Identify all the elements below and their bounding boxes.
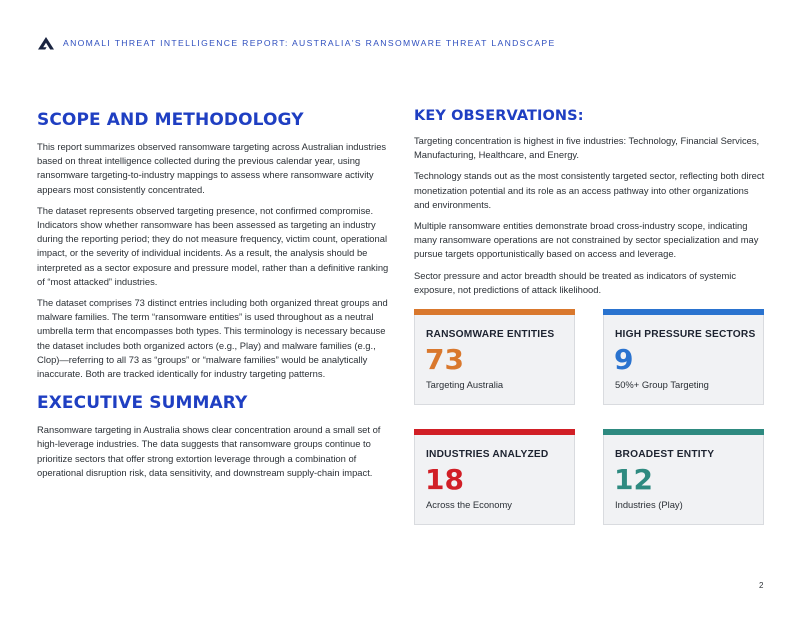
scope-paragraph-3: The dataset comprises 73 distinct entries including both organized threat groups and malware families. The term “ransomware entities” is used throughout as a neutral umbrella term that encompasses both types. This terminology is necessary because the dataset includes both organized actors (e.g., Play) and malware families (e.g., Clop)—referring to all 73 as “groups” or “malware families” would be analytically inaccurate. Both are tracked identically for industry targeting patterns. bbox=[37, 297, 388, 380]
card-accent-bar bbox=[414, 309, 575, 315]
card-subtitle: 50%+ Group Targeting bbox=[615, 379, 709, 390]
executive-summary-heading: EXECUTIVE SUMMARY bbox=[37, 393, 248, 414]
observation-paragraph-2: Technology stands out as the most consistently targeted sector, reflecting both direct monetization potential and its role as an access pathway into other organizations and environments. bbox=[414, 170, 765, 210]
report-header bbox=[37, 36, 556, 50]
card-title: BROADEST ENTITY bbox=[615, 449, 715, 460]
stat-card-industries-analyzed bbox=[414, 429, 575, 525]
card-title: INDUSTRIES ANALYZED bbox=[426, 449, 549, 460]
observation-paragraph-4: Sector pressure and actor breadth should be treated as indicators of systemic exposure, not predictions of attack likelihood. bbox=[414, 269, 737, 295]
card-value: 73 bbox=[425, 343, 464, 376]
key-observations-heading: KEY OBSERVATIONS: bbox=[414, 108, 584, 124]
card-subtitle: Across the Economy bbox=[426, 499, 512, 510]
card-accent-bar bbox=[603, 309, 764, 315]
card-subtitle: Industries (Play) bbox=[615, 499, 683, 510]
stat-card-high-pressure-sectors bbox=[603, 309, 764, 405]
card-value: 9 bbox=[614, 343, 634, 376]
stat-cards bbox=[414, 309, 764, 554]
stat-card-ransomware-entities bbox=[414, 309, 575, 405]
report-title: ANOMALI THREAT INTELLIGENCE REPORT: AUSTRALIA'S RANSOMWARE THREAT LANDSCAPE bbox=[63, 38, 556, 48]
card-title: RANSOMWARE ENTITIES bbox=[426, 329, 555, 340]
right-column bbox=[414, 108, 766, 297]
observation-paragraph-3: Multiple ransomware entities demonstrate broad cross-industry scope, indicating many ransomware operations are not constrained by sector specialization and may pursue targets opportunistically based on access and leverage. bbox=[414, 220, 759, 260]
card-value: 18 bbox=[425, 463, 464, 496]
card-subtitle: Targeting Australia bbox=[426, 379, 504, 390]
left-column bbox=[37, 110, 389, 480]
scope-heading: SCOPE AND METHODOLOGY bbox=[37, 110, 304, 130]
scope-paragraph-1: This report summarizes observed ransomware targeting across Australian industries based on threat intelligence collected during the previous calendar year, using ransomware targeting-to-industry mappings to assess where ransomware activity appears most consistently concentrated. bbox=[37, 141, 387, 195]
executive-summary-paragraph: Ransomware targeting in Australia shows clear concentration around a small set of high-leverage industries. The data suggests that ransomware groups continue to prioritize sectors that offer strong extortion leverage through a combination of operational disruption risk, data sensitivity, and downstream supply-chain impact. bbox=[37, 424, 381, 478]
card-value: 12 bbox=[614, 463, 653, 496]
card-accent-bar bbox=[414, 429, 575, 435]
anomali-logo-icon bbox=[37, 36, 55, 50]
page-number: 2 bbox=[759, 581, 764, 590]
card-title: HIGH PRESSURE SECTORS bbox=[615, 329, 756, 340]
card-accent-bar bbox=[603, 429, 764, 435]
observation-paragraph-1: Targeting concentration is highest in five industries: Technology, Financial Services, Manufacturing, Healthcare, and Energy. bbox=[414, 135, 760, 161]
scope-paragraph-2: The dataset represents observed targeting presence, not confirmed compromise. Indicators show whether ransomware has been assessed as targeting an industry during the reporting period; they do not measure frequency, victim count, operational impact, or the severity of individual incidents. As a result, the analysis should be interpreted as a sector exposure and pressure model, rather than a definitive ranking of “most attacked” industries. bbox=[37, 204, 389, 287]
stat-card-broadest-entity bbox=[603, 429, 764, 525]
